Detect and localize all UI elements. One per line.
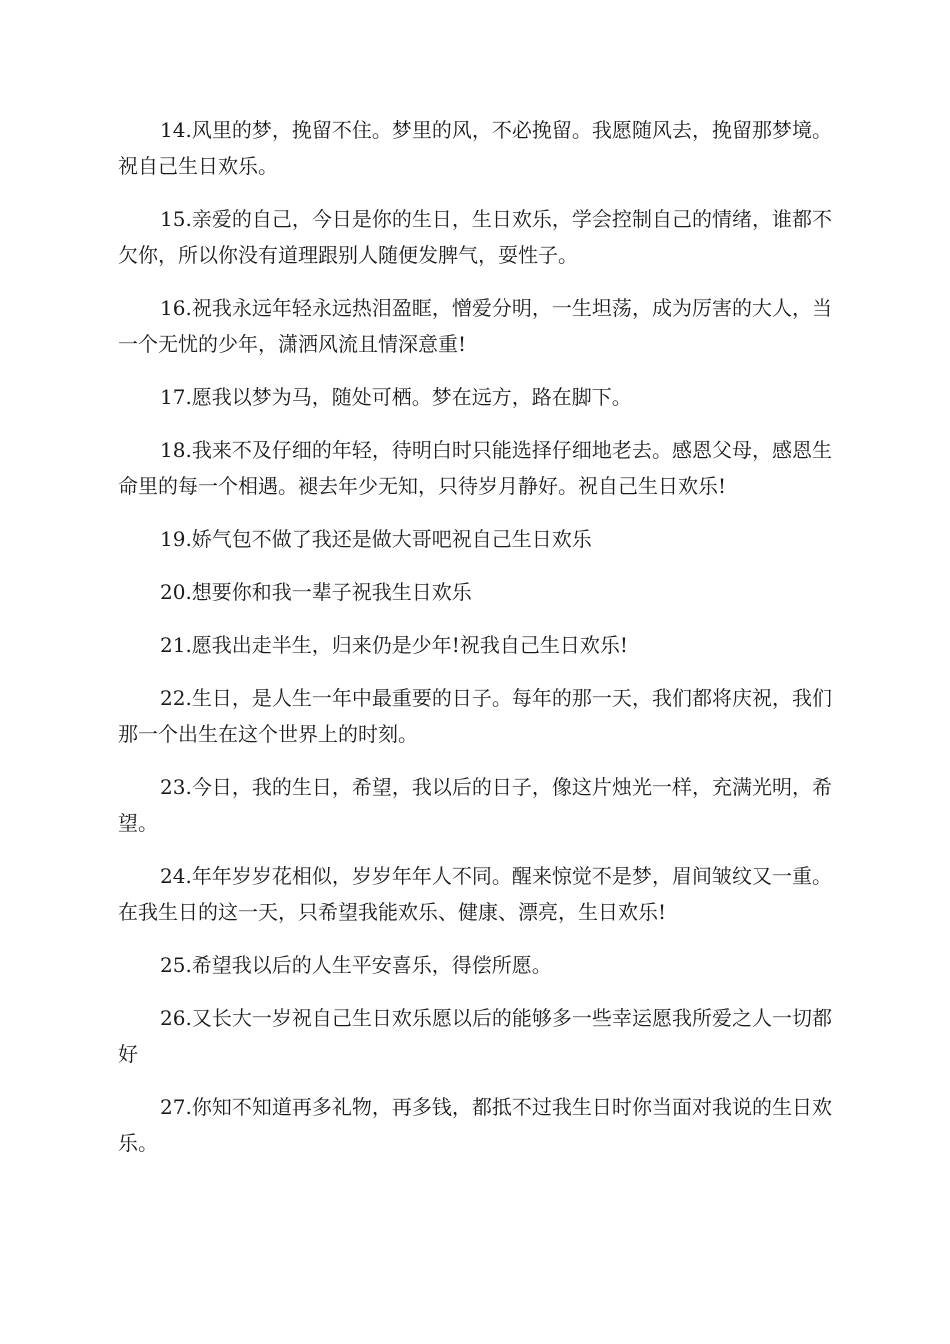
paragraph-27: 27.你知不知道再多礼物，再多钱，都抵不过我生日时你当面对我说的生日欢乐。	[118, 1095, 832, 1155]
document-body	[118, 112, 832, 1178]
paragraph-22: 22.生日，是人生一年中最重要的日子。每年的那一天，我们都将庆祝，我们那一个出生在这个世界上的时刻。	[118, 686, 832, 746]
paragraph-15: 15.亲爱的自己，今日是你的生日，生日欢乐，学会控制自己的情绪，谁都不欠你，所以你没有道理跟别人随便发脾气，耍性子。	[118, 207, 832, 267]
paragraph-18: 18.我来不及仔细的年轻，待明白时只能选择仔细地老去。感恩父母，感恩生命里的每一个相遇。褪去年少无知，只待岁月静好。祝自己生日欢乐!	[118, 438, 832, 498]
paragraph-20: 20.想要你和我一辈子祝我生日欢乐	[160, 580, 472, 604]
paragraph-19: 19.娇气包不做了我还是做大哥吧祝自己生日欢乐	[160, 527, 592, 551]
paragraph-16: 16.祝我永远年轻永远热泪盈眶，憎爱分明，一生坦荡，成为厉害的大人，当一个无忧的少年，潇洒风流且情深意重!	[118, 296, 832, 356]
paragraph-21: 21.愿我出走半生，归来仍是少年!祝我自己生日欢乐!	[160, 633, 628, 657]
paragraph-24: 24.年年岁岁花相似，岁岁年年人不同。醒来惊觉不是梦，眉间皱纹又一重。在我生日的这一天，只希望我能欢乐、健康、漂亮，生日欢乐!	[118, 864, 832, 924]
paragraph-25: 25.希望我以后的人生平安喜乐，得偿所愿。	[160, 953, 552, 977]
paragraph-23: 23.今日，我的生日，希望，我以后的日子，像这片烛光一样，充满光明，希望。	[118, 775, 832, 835]
paragraph-26: 26.又长大一岁祝自己生日欢乐愿以后的能够多一些幸运愿我所爱之人一切都好	[118, 1006, 832, 1066]
paragraph-14: 14.风里的梦，挽留不住。梦里的风，不必挽留。我愿随风去，挽留那梦境。祝自己生日欢乐。	[118, 118, 832, 178]
paragraph-17: 17.愿我以梦为马，随处可栖。梦在远方，路在脚下。	[160, 385, 632, 409]
